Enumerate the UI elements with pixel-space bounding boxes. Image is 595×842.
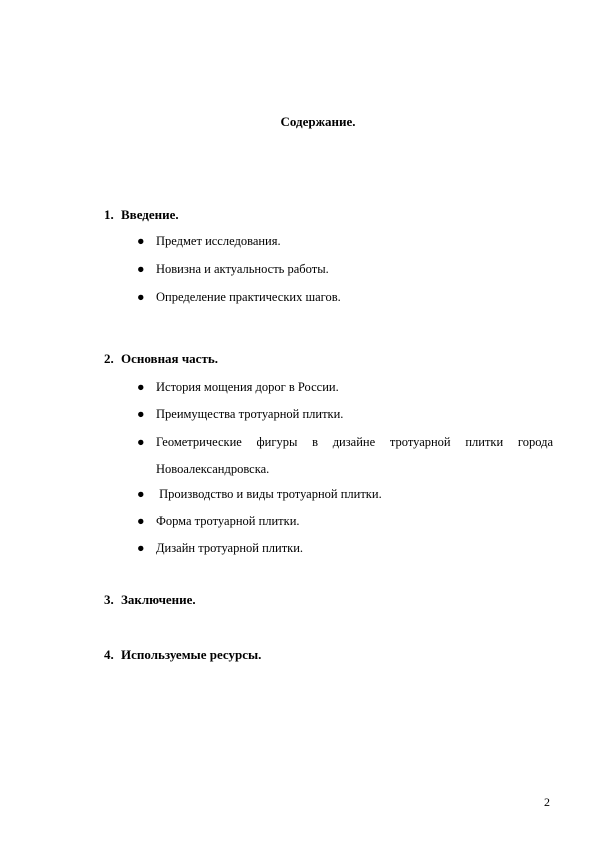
bullet-icon: ● (137, 514, 145, 528)
bullet-icon: ● (137, 407, 145, 421)
list-item (137, 536, 553, 560)
list-item-text: Дизайн тротуарной плитки. (156, 541, 304, 555)
list-item (137, 229, 553, 253)
list-item-text: Предмет исследования. (156, 234, 281, 248)
list-item (137, 429, 553, 483)
bullet-icon: ● (137, 541, 145, 555)
section-heading-2 (104, 351, 218, 367)
section-title: Заключение. (121, 592, 196, 607)
list-item (137, 509, 553, 533)
list-item-text: Преимущества тротуарной плитки. (156, 407, 344, 421)
list-item-text: Форма тротуарной плитки. (156, 514, 300, 528)
list-item (137, 402, 553, 426)
list-item-text: История мощения дорог в России. (156, 380, 339, 394)
list-item (137, 257, 553, 281)
bullet-icon: ● (137, 435, 145, 449)
list-item-text: Геометрические фигуры в дизайне тротуарной плитки города Новоалександровска. (156, 435, 553, 476)
list-item-text: Новизна и актуальность работы. (156, 262, 329, 276)
section-number: 2. (104, 351, 114, 366)
section-number: 1. (104, 207, 114, 222)
list-item (137, 285, 553, 309)
list-item (137, 482, 553, 506)
section-number: 4. (104, 647, 114, 662)
section-number: 3. (104, 592, 114, 607)
page-number: 2 (544, 795, 550, 809)
section-heading-4 (104, 647, 261, 663)
bullet-icon: ● (137, 262, 145, 276)
section-title: Введение. (121, 207, 179, 222)
bullet-icon: ● (137, 290, 145, 304)
section-heading-1 (104, 207, 179, 223)
list-item (137, 375, 553, 399)
section-title: Используемые ресурсы. (121, 647, 262, 662)
bullet-icon: ● (137, 234, 145, 248)
list-item-text: Определение практических шагов. (156, 290, 341, 304)
page-title: Содержание. (280, 114, 356, 129)
section-title: Основная часть. (121, 351, 218, 366)
list-item-text: Производство и виды тротуарной плитки. (156, 487, 382, 501)
bullet-icon: ● (137, 487, 145, 501)
section-heading-3 (104, 592, 196, 608)
bullet-icon: ● (137, 380, 145, 394)
